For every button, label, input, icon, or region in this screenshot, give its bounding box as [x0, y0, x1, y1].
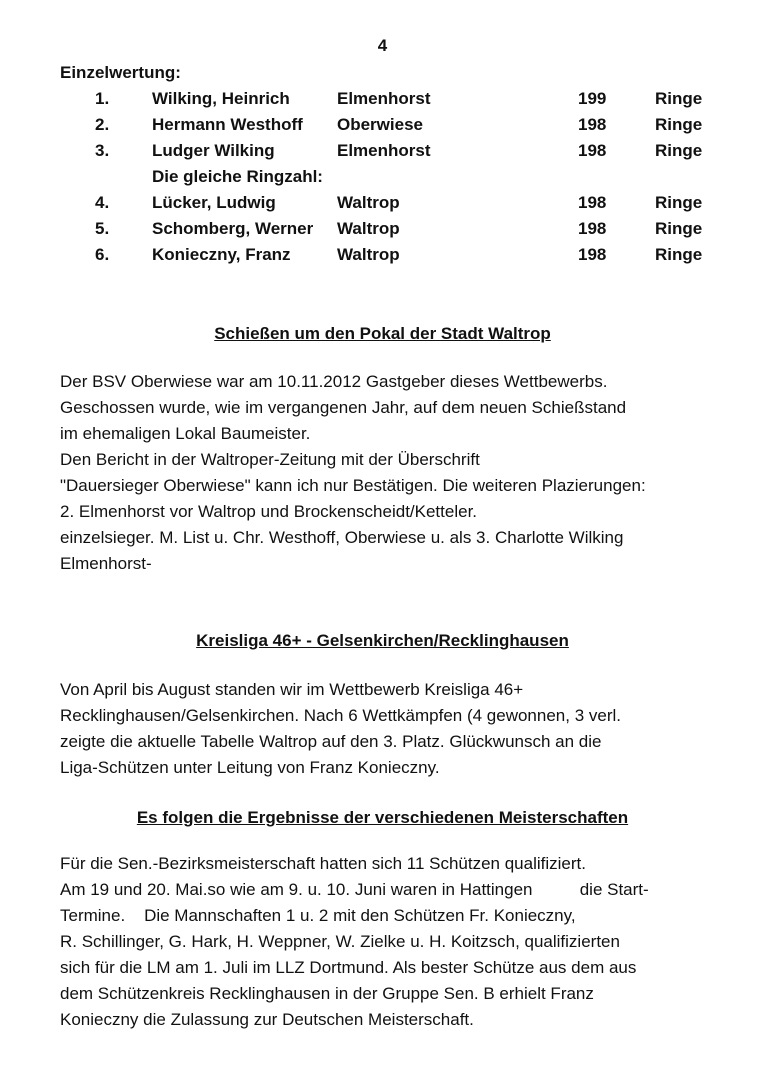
result-score: 199 — [578, 89, 607, 108]
result-rank: 6. — [95, 245, 110, 264]
text-line: Konieczny die Zulassung zur Deutschen Meisterschaft. — [60, 1010, 474, 1029]
text-line: Von April bis August standen wir im Wettbewerb Kreisliga 46+ — [60, 680, 524, 699]
text-line: R. Schillinger, G. Hark, H. Weppner, W. Zielke u. H. Koitzsch, qualifizierten — [60, 932, 620, 951]
tie-note-row — [0, 167, 765, 193]
text-line: Liga-Schützen unter Leitung von Franz Konieczny. — [60, 758, 440, 777]
result-club: Oberwiese — [337, 115, 423, 134]
text-line: Elmenhorst- — [60, 554, 152, 573]
text-line: "Dauersieger Oberwiese" kann ich nur Bestätigen. Die weiteren Plazierungen: — [60, 476, 646, 495]
text-line: einzelsieger. M. List u. Chr. Westhoff, Oberwiese u. als 3. Charlotte Wilking — [60, 528, 624, 547]
section-title-pokal: Schießen um den Pokal der Stadt Waltrop — [214, 324, 551, 343]
result-unit: Ringe — [655, 193, 703, 212]
text-line: Am 19 und 20. Mai.so wie am 9. u. 10. Juni waren in Hattingen die Start- — [60, 880, 649, 899]
result-score: 198 — [578, 141, 607, 160]
text-line: 2. Elmenhorst vor Waltrop und Brockenscheidt/Ketteler. — [60, 502, 478, 521]
paragraph-meisterschaften — [60, 851, 750, 1033]
text-line: Termine. Die Mannschaften 1 u. 2 mit den Schützen Fr. Konieczny, — [60, 906, 576, 925]
result-score: 198 — [578, 115, 607, 134]
text-line: Den Bericht in der Waltroper-Zeitung mit der Überschrift — [60, 450, 480, 469]
result-row — [0, 193, 765, 219]
result-club: Waltrop — [337, 193, 400, 212]
page-number: 4 — [377, 36, 388, 55]
text-line: im ehemaligen Lokal Baumeister. — [60, 424, 311, 443]
paragraph-kreisliga — [60, 677, 750, 781]
result-name: Wilking, Heinrich — [152, 89, 290, 108]
result-score: 198 — [578, 219, 607, 238]
section-title-meisterschaften: Es folgen die Ergebnisse der verschiedenen Meisterschaften — [136, 808, 629, 827]
result-name: Hermann Westhoff — [152, 115, 303, 134]
result-unit: Ringe — [655, 115, 703, 134]
result-rank: 1. — [95, 89, 110, 108]
text-line: Recklinghausen/Gelsenkirchen. Nach 6 Wettkämpfen (4 gewonnen, 3 verl. — [60, 706, 621, 725]
text-line: zeigte die aktuelle Tabelle Waltrop auf den 3. Platz. Glückwunsch an die — [60, 732, 602, 751]
text-line: sich für die LM am 1. Juli im LLZ Dortmund. Als bester Schütze aus dem aus — [60, 958, 637, 977]
paragraph-pokal — [60, 369, 750, 577]
result-unit: Ringe — [655, 89, 703, 108]
result-name: Lücker, Ludwig — [152, 193, 276, 212]
text-line: Der BSV Oberwiese war am 10.11.2012 Gastgeber dieses Wettbewerbs. — [60, 372, 608, 391]
result-score: 198 — [578, 193, 607, 212]
result-score: 198 — [578, 245, 607, 264]
result-rank: 2. — [95, 115, 110, 134]
result-row — [0, 141, 765, 167]
result-rank: 4. — [95, 193, 110, 212]
result-unit: Ringe — [655, 245, 703, 264]
result-club: Waltrop — [337, 245, 400, 264]
result-club: Waltrop — [337, 219, 400, 238]
result-rank: 3. — [95, 141, 110, 160]
result-row — [0, 245, 765, 271]
result-row — [0, 219, 765, 245]
tie-note: Die gleiche Ringzahl: — [152, 167, 323, 186]
result-unit: Ringe — [655, 219, 703, 238]
text-line: Für die Sen.-Bezirksmeisterschaft hatten sich 11 Schützen qualifiziert. — [60, 854, 586, 873]
text-line: Geschossen wurde, wie im vergangenen Jahr, auf dem neuen Schießstand — [60, 398, 627, 417]
result-rank: 5. — [95, 219, 110, 238]
result-name: Konieczny, Franz — [152, 245, 291, 264]
result-name: Ludger Wilking — [152, 141, 275, 160]
result-club: Elmenhorst — [337, 141, 431, 160]
text-line: dem Schützenkreis Recklinghausen in der Gruppe Sen. B erhielt Franz — [60, 984, 594, 1003]
result-row — [0, 115, 765, 141]
einzelwertung-heading: Einzelwertung: — [60, 63, 181, 82]
result-name: Schomberg, Werner — [152, 219, 314, 238]
result-row — [0, 89, 765, 115]
result-club: Elmenhorst — [337, 89, 431, 108]
section-title-kreisliga: Kreisliga 46+ - Gelsenkirchen/Recklinghausen — [196, 631, 569, 650]
result-unit: Ringe — [655, 141, 703, 160]
